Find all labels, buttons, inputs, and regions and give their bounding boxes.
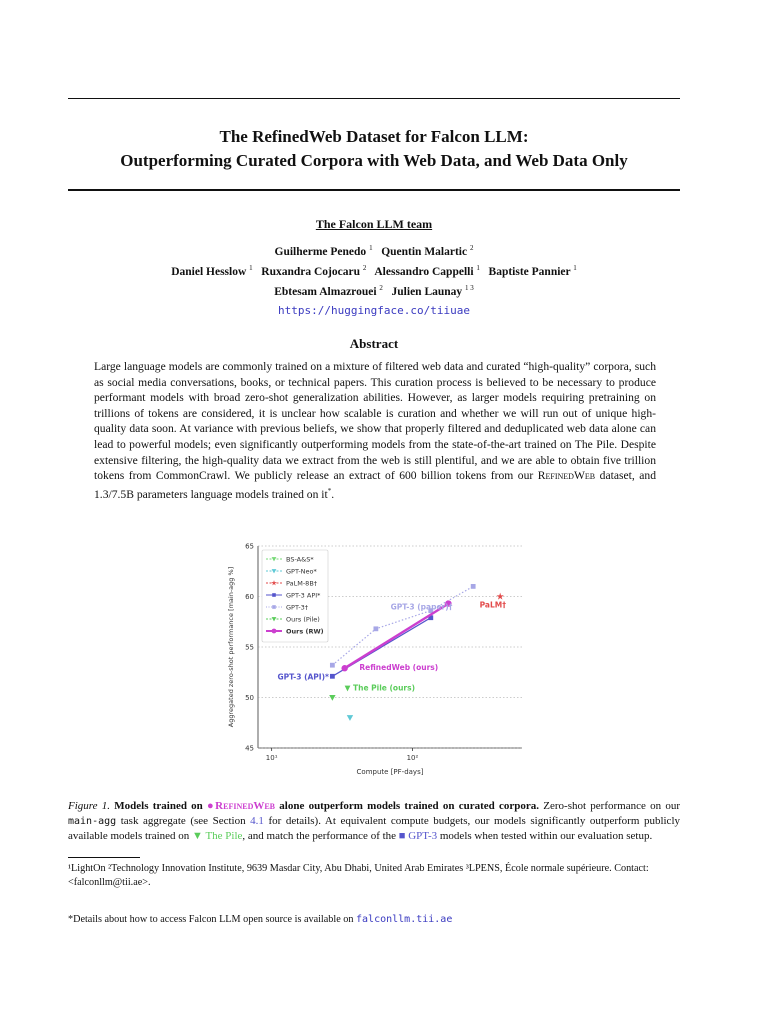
author-affiliation: 1 3 <box>465 283 474 292</box>
figure-1-chart <box>222 538 532 783</box>
data-point-palm-8b <box>497 593 504 600</box>
team-name: The Falcon LLM team <box>315 217 433 231</box>
chart-annotation: PaLM† <box>479 600 506 610</box>
refinedweb-name: RefinedWeb <box>537 469 596 483</box>
legend-label: GPT-Neo* <box>286 567 317 576</box>
abstract-heading: Abstract <box>349 336 399 351</box>
caption-text-4: , and match the performance of the <box>242 830 399 842</box>
access-note-text: *Details about how to access Falcon LLM open source is available on <box>68 914 357 925</box>
legend-marker <box>272 593 276 597</box>
author-affiliation: 1 <box>573 263 577 272</box>
data-point-gpt-neo <box>347 715 353 721</box>
author-affiliation: 1 <box>369 244 373 252</box>
legend-label: PaLM-8B† <box>286 579 318 588</box>
author-name: Guilherme Penedo <box>274 245 367 258</box>
caption-text-3: for details). At equivalent compute budgets, our models significantly outperform publicly available models trained on <box>68 814 680 842</box>
figure-caption <box>68 799 680 844</box>
legend-marker <box>272 605 276 609</box>
access-footnote <box>68 913 680 927</box>
author-name: Baptiste Pannier <box>488 265 571 278</box>
author-name: Quentin Malartic <box>381 245 468 258</box>
author-row-2 <box>68 260 680 280</box>
caption-fig-label: Figure 1. <box>68 800 111 812</box>
chart-annotation: GPT-3 (paper)† <box>390 602 453 612</box>
legend-label: Ours (RW) <box>286 627 324 636</box>
project-url-link[interactable]: https://huggingface.co/tiiuae <box>277 304 471 317</box>
author-name: Julien Launay <box>391 285 463 298</box>
author-affiliation: 2 <box>379 283 383 292</box>
abstract-period: . <box>331 487 335 501</box>
falcon-url-link[interactable]: falconllm.tii.ae <box>356 914 453 925</box>
y-tick-label: 45 <box>245 744 254 753</box>
author-name: Daniel Hesslow <box>171 265 247 278</box>
author-row-1 <box>68 240 680 260</box>
y-axis-label: Aggregated zero-shot performance [main-agg %] <box>227 566 235 728</box>
affiliation-text: ¹LightOn ²Technology Innovation Institute, 9639 Masdar City, Abu Dhabi, United Arab Emirates ³LPENS, École normale supérieure. Contact: <box>68 863 649 874</box>
y-tick-label: 50 <box>245 694 254 702</box>
caption-bold-2: alone outperform models trained on curated corpora. <box>275 800 540 812</box>
paper-title-line1: The RefinedWeb Dataset for Falcon LLM: <box>219 127 529 146</box>
section-ref-link[interactable]: 4.1 <box>250 814 264 827</box>
caption-text-5: models when tested within our evaluation setup. <box>437 830 653 842</box>
y-tick-label: 60 <box>245 593 254 601</box>
chart-annotation: ▼ The Pile (ours) <box>344 683 416 693</box>
author-affiliation: 1 <box>249 263 253 272</box>
author-name: Ebtesam Almazrouei <box>274 285 377 298</box>
caption-bold-1: Models trained on <box>110 800 208 812</box>
data-point-gpt-3 <box>330 663 335 668</box>
contact-email-link[interactable]: <falconllm@tii.ae> <box>68 876 148 888</box>
legend-marker <box>272 629 277 634</box>
author-name: Ruxandra Cojocaru <box>261 265 360 278</box>
x-tick-label: 10² <box>406 754 419 762</box>
author-affiliation: 2 <box>469 244 474 252</box>
legend-label: Ours (Pile) <box>286 615 320 624</box>
top-rule <box>68 98 680 99</box>
footnote-rule <box>68 857 140 858</box>
author-affiliation: 2 <box>362 263 367 272</box>
author-row-3 <box>68 280 680 300</box>
chart-annotation: GPT-3 (API)* <box>277 672 329 682</box>
legend-label: GPT-3† <box>286 603 309 612</box>
x-tick-label: 10¹ <box>265 754 278 762</box>
contact-end: . <box>148 876 151 888</box>
data-point-gpt-3-api <box>330 674 335 679</box>
data-point-gpt-3 <box>471 584 476 589</box>
legend-label: GPT-3 API* <box>286 591 321 600</box>
title-bottom-rule <box>68 189 680 191</box>
footnote-star-ref[interactable]: * <box>327 486 332 495</box>
series-line-gpt-3 <box>332 586 473 665</box>
caption-refinedweb-label: ●RefinedWeb <box>207 800 276 812</box>
caption-text-2: task aggregate (see Section <box>116 814 251 827</box>
caption-gpt3-label: ■ GPT-3 <box>398 830 438 842</box>
chart-annotation: RefinedWeb (ours) <box>359 663 439 673</box>
legend-label: BS-A&S* <box>286 555 314 564</box>
author-name: Alessandro Cappelli <box>374 265 474 278</box>
author-list <box>68 240 680 299</box>
data-point-gpt-3 <box>373 626 378 631</box>
caption-main-agg: main-agg <box>68 815 117 827</box>
series-line-ours-rw <box>345 604 449 669</box>
abstract-body: Large language models are commonly trained on a mixture of filtered web data and curated “high-quality” corpora, such as social media conversations, books, or technical papers. This curation process is believed to be necessary to produce performant models with broad zero-shot generalization abilities. However, as larger models requiring pretraining on trillions of tokens are considered, it is unclear how scalable is curation and whether we will run out of unique high-quality data soon. At variance with previous beliefs, we show that properly filtered and deduplicated web data alone can lead to powerful models; even significantly outperforming models from the state-of-the-art trained on The Pile. Despite extensive filtering, the high-quality data we extract from the web is still plentiful, and we are able to obtain five trillion tokens from CommonCrawl. We publicly release an extract of 600 billion tokens from our <box>94 360 656 483</box>
data-point-ours-pile <box>329 695 335 701</box>
abstract-text <box>94 359 656 502</box>
y-tick-label: 65 <box>245 542 254 551</box>
y-tick-label: 55 <box>245 643 254 652</box>
paper-title-line2: Outperforming Curated Corpora with Web Data, and Web Data Only <box>120 151 628 170</box>
abstract-end: dataset, and 1.3/7.5B parameters language models trained on it <box>94 469 657 501</box>
x-axis-label: Compute [PF-days] <box>356 768 424 776</box>
caption-text-1: Zero-shot performance on our <box>539 800 680 812</box>
affiliation-footnote <box>68 862 680 889</box>
caption-pile-label: ▼ The Pile <box>192 830 243 842</box>
author-affiliation: 1 <box>476 263 480 272</box>
data-point-ours-rw <box>341 665 347 671</box>
